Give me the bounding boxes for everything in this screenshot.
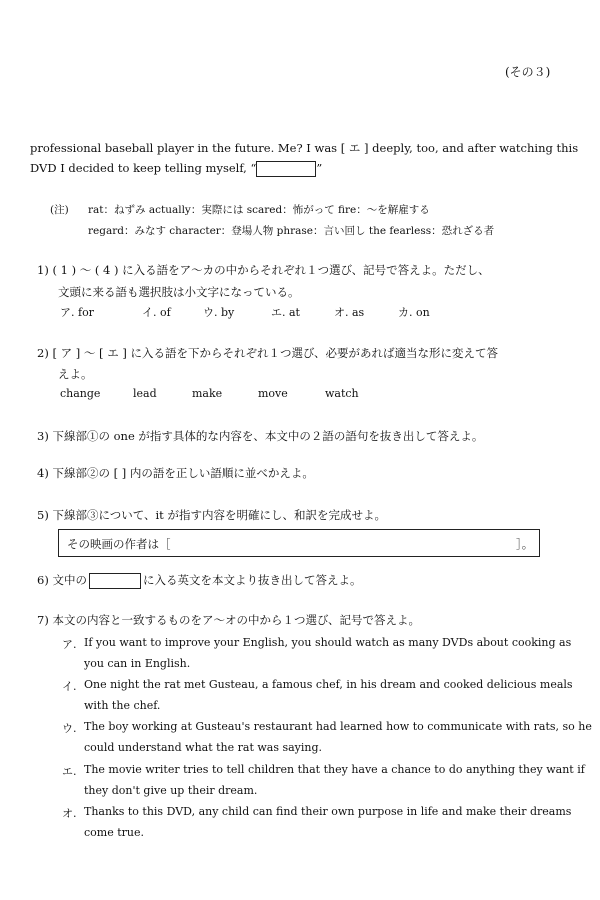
q7-option-i-line-1: One night the rat met Gusteau, a famous chef, in his dream and cooked delicious meals <box>84 678 573 691</box>
question-1-line-1: 1) ( 1 ) ～ ( 4 ) に入る語をア～カの中からそれぞれ１つ選び、記号で答えよ。ただし、 <box>37 263 490 277</box>
q7-option-u-line-2: could understand what the rat was saying. <box>84 741 323 754</box>
q7-option-e-line-2: they don't give up their dream. <box>84 784 258 797</box>
q1-choice-e: エ. at <box>271 306 300 319</box>
q2-choice-make: make <box>192 387 223 400</box>
question-6-end: に入る英文を本文より抜き出して答えよ。 <box>142 573 362 587</box>
quote-blank-box <box>256 161 316 177</box>
q1-choice-u: ウ. by <box>203 306 235 319</box>
q1-choice-ka: カ. on <box>398 306 430 319</box>
q7-option-i-line-2: with the chef. <box>84 699 161 712</box>
question-1-line-2: 文頭に来る語も選択肢は小文字になっている。 <box>58 285 300 299</box>
q7-option-o-line-1: Thanks to this DVD, any child can find their own purpose in life and make their dreams <box>84 805 572 818</box>
q7-option-u-mark: ウ. <box>62 722 77 735</box>
q7-option-o-line-2: come true. <box>84 826 144 839</box>
notes-row-2: regard：みなす character：登場人物 phrase：言い回し the fearless：恐れざる者 <box>88 225 495 237</box>
q2-choice-change: change <box>60 387 101 400</box>
q1-choice-i: イ. of <box>142 306 171 319</box>
q1-choice-o: オ. as <box>334 306 365 319</box>
question-4: 4) 下線部②の [ ] 内の語を正しい語順に並べかえよ。 <box>37 466 314 480</box>
question-6-start: 6) 文中の <box>37 573 87 587</box>
page-number-label: (その３) <box>505 65 551 79</box>
question-7: 7) 本文の内容と一致するものをア～オの中から１つ選び、記号で答えよ。 <box>37 613 420 627</box>
q7-option-a-line-1: If you want to improve your English, you should watch as many DVDs about cooking as <box>84 636 572 649</box>
passage-line-2 <box>30 161 322 177</box>
passage-line-2-text: DVD I decided to keep telling myself, “ <box>30 161 257 175</box>
question-2-line-1: 2) [ ア ] ～ [ エ ] に入る語を下からそれぞれ１つ選び、必要があれば適当な形に変えて答 <box>37 346 499 360</box>
q7-option-a-line-2: you can in English. <box>84 657 191 670</box>
notes-row-1: rat：ねずみ actually：実際には scared：怖がって fire：～を解雇する <box>88 204 430 216</box>
notes-label: (注) <box>50 204 69 216</box>
q1-choice-a: ア. for <box>60 306 94 319</box>
q5-box-end: ］。 <box>516 537 534 551</box>
passage-quote-close: ” <box>316 161 323 175</box>
question-6 <box>37 572 361 589</box>
q2-choice-lead: lead <box>133 387 157 400</box>
q7-option-o-mark: オ. <box>62 807 77 820</box>
q7-option-u-line-1: The boy working at Gusteau's restaurant had learned how to communicate with rats, so he <box>84 720 592 733</box>
q7-option-i-mark: イ. <box>62 680 77 693</box>
q5-box-start: その映画の作者は［ <box>67 537 171 551</box>
q5-answer-box[interactable] <box>58 529 540 557</box>
q2-choice-move: move <box>258 387 288 400</box>
q6-blank-box <box>89 573 141 589</box>
q7-option-e-mark: エ. <box>62 765 77 778</box>
question-3: 3) 下線部①の one が指す具体的な内容を、本文中の２語の語句を抜き出して答えよ。 <box>37 429 484 443</box>
q7-option-a-mark: ア. <box>62 638 77 651</box>
q7-option-e-line-1: The movie writer tries to tell children that they have a chance to do anything they want if <box>84 763 585 776</box>
passage-line-1: professional baseball player in the future. Me? I was [ エ ] deeply, too, and after watching this <box>30 141 579 155</box>
q2-choice-watch: watch <box>325 387 359 400</box>
question-5: 5) 下線部③について、it が指す内容を明確にし、和訳を完成せよ。 <box>37 508 386 522</box>
question-2-line-2: えよ。 <box>58 367 93 381</box>
